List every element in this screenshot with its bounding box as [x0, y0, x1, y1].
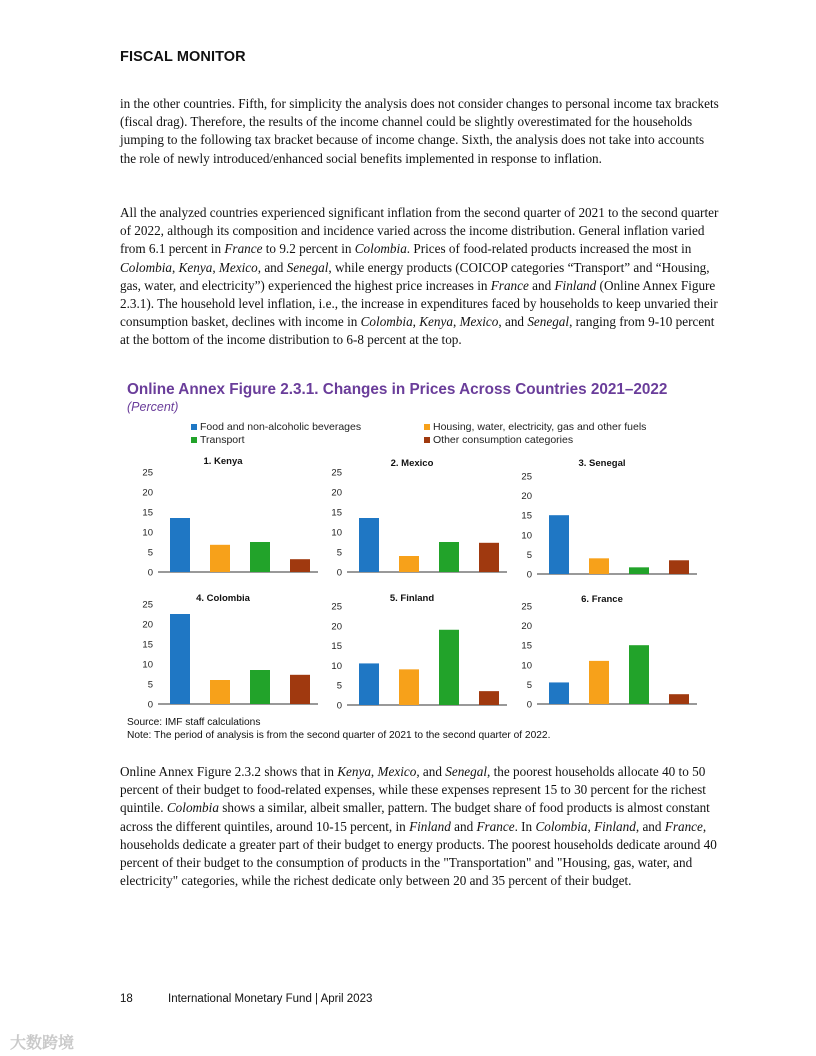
- italic-term: Colombia: [120, 259, 173, 275]
- legend-label-transport: Transport: [200, 434, 245, 446]
- italic-term: Colombia: [166, 800, 219, 816]
- italic-term: Senegal: [527, 314, 570, 330]
- y-tick-label: 20: [521, 621, 532, 633]
- y-tick-label: 0: [526, 699, 532, 711]
- figure-note: Note: The period of analysis is from the second quarter of 2021 to the second quarter of 2022.: [127, 730, 551, 741]
- y-tick-label: 15: [521, 510, 532, 522]
- y-tick-label: 10: [521, 530, 532, 542]
- y-tick-label: 20: [331, 621, 342, 633]
- legend-label-other: Other consumption categories: [433, 434, 574, 446]
- italic-term: France: [476, 818, 515, 834]
- bar: [359, 663, 379, 705]
- y-tick-label: 10: [331, 660, 342, 672]
- y-tick-label: 25: [331, 467, 342, 479]
- y-tick-label: 0: [526, 569, 532, 581]
- figure-source: Source: IMF staff calculations: [127, 717, 261, 728]
- y-tick-label: 15: [521, 640, 532, 652]
- italic-term: France: [224, 241, 263, 257]
- y-tick-label: 10: [142, 659, 153, 671]
- figure-subtitle: (Percent): [127, 400, 179, 414]
- italic-term: Finland: [409, 818, 451, 834]
- y-tick-label: 20: [142, 487, 153, 499]
- y-tick-label: 25: [521, 471, 532, 483]
- italic-term: France: [490, 277, 529, 293]
- y-tick-label: 10: [521, 660, 532, 672]
- bar: [589, 558, 609, 574]
- italic-term: Mexico: [218, 259, 258, 275]
- watermark: 大数跨境: [10, 1033, 75, 1052]
- italic-term: Kenya: [419, 314, 453, 330]
- chart-title: 4. Colombia: [196, 593, 250, 604]
- chart-title: 3. Senegal: [578, 458, 626, 469]
- chart-title: 5. Finland: [389, 593, 435, 604]
- y-tick-label: 25: [142, 599, 153, 611]
- bar: [589, 661, 609, 704]
- y-tick-label: 5: [336, 547, 342, 559]
- publication-name: International Monetary Fund | April 2023: [168, 993, 373, 1005]
- y-tick-label: 15: [331, 507, 342, 519]
- paragraph-3: Online Annex Figure 2.3.2 shows that in Kenya, Mexico, and Senegal, the poorest households allocate 40 to 50 percent of their budget to food-related expenses, while these expenses represent 15 to 30 percent for the richest quintile. Colombia shows a similar, albeit smaller, pattern. The budget share of food products is almost constant across the different quintiles, around 10-15 percent, in Finland and France. In Colombia, Finland, and France, households dedicate a greater part of their budget to energy products. The poorest households dedicate around 40 percent of their budget to the consumption of products in the "Transportation" and "Housing, gas, water, and electricity" categories, while the richest dedicate only between 20 and 35 percent of their budget.: [120, 764, 717, 889]
- y-tick-label: 10: [142, 527, 153, 539]
- page-number: 18: [120, 993, 133, 1005]
- y-tick-label: 20: [142, 619, 153, 631]
- y-tick-label: 0: [336, 567, 342, 579]
- bar: [210, 680, 230, 704]
- running-header: FISCAL MONITOR: [120, 49, 246, 65]
- italic-term: France: [664, 818, 703, 834]
- figure-title: Online Annex Figure 2.3.1. Changes in Prices Across Countries 2021–2022: [127, 381, 668, 398]
- y-tick-label: 5: [147, 547, 153, 559]
- legend-label-housing: Housing, water, electricity, gas and other fuels: [433, 421, 647, 433]
- italic-term: Kenya: [337, 764, 371, 779]
- chart-title: 2. Mexico: [390, 458, 434, 469]
- y-tick-label: 5: [336, 680, 342, 692]
- y-tick-label: 15: [331, 641, 342, 653]
- italic-term: Senegal: [445, 764, 488, 779]
- y-tick-label: 5: [526, 679, 532, 691]
- y-tick-label: 15: [142, 639, 153, 651]
- italic-term: Finland: [554, 277, 597, 293]
- bar: [549, 515, 569, 574]
- bar: [210, 545, 230, 572]
- bar: [629, 645, 649, 704]
- y-tick-label: 20: [521, 491, 532, 503]
- chart-title: 6. France: [581, 594, 623, 605]
- bar: [170, 518, 190, 572]
- bar: [479, 691, 499, 705]
- y-tick-label: 0: [147, 699, 153, 711]
- italic-term: Colombia: [360, 314, 413, 330]
- y-tick-label: 25: [521, 601, 532, 613]
- chart-title: 1. Kenya: [203, 456, 243, 467]
- bar: [549, 682, 569, 704]
- italic-term: Mexico: [377, 764, 417, 779]
- y-tick-label: 5: [147, 679, 153, 691]
- bar: [399, 669, 419, 705]
- bar: [439, 630, 459, 705]
- y-tick-label: 20: [331, 487, 342, 499]
- italic-term: Mexico: [459, 314, 499, 330]
- bar: [250, 542, 270, 572]
- bar: [669, 694, 689, 704]
- italic-term: Colombia: [354, 241, 407, 257]
- y-tick-label: 10: [331, 527, 342, 539]
- y-tick-label: 15: [142, 507, 153, 519]
- legend-label-food: Food and non-alcoholic beverages: [200, 421, 362, 433]
- bar: [250, 670, 270, 704]
- paragraph-2: All the analyzed countries experienced significant inflation from the second quarter of 2021 to the second quarter of 2022, although its composition and incidence varied across the income distribution. General inflation varied from 6.1 percent in France to 9.2 percent in Colombia. Prices of food-related products increased the most in Colombia, Kenya, Mexico, and Senegal, while energy products (COICOP categories “Transport” and “Housing, gas, water, and electricity”) experienced the highest price increases in France and Finland (Online Annex Figure 2.3.1). The household level inflation, i.e., the increase in expenditures faced by households to keep unvaried their consumption basket, declines with income in Colombia, Kenya, Mexico, and Senegal, ranging from 9-10 percent at the bottom of the income distribution to 6-8 percent at the top.: [120, 205, 719, 348]
- y-tick-label: 25: [331, 601, 342, 613]
- bar: [399, 556, 419, 572]
- y-tick-label: 5: [526, 549, 532, 561]
- bar: [479, 543, 499, 572]
- italic-term: Kenya: [178, 259, 213, 275]
- y-tick-label: 25: [142, 467, 153, 479]
- italic-term: Senegal: [286, 259, 329, 275]
- bar: [170, 614, 190, 704]
- bar: [629, 567, 649, 574]
- paragraph-1: in the other countries. Fifth, for simplicity the analysis does not consider changes to personal income tax brackets (fiscal drag). Therefore, the results of the income channel could be slightly overestimated for the households jumping to the following tax bracket because of income change. Sixth, the analysis does not take into accounts the role of newly introduced/enhanced social benefits implemented in response to inflation.: [120, 96, 719, 166]
- bar: [359, 518, 379, 572]
- y-tick-label: 0: [147, 567, 153, 579]
- y-tick-label: 0: [336, 700, 342, 712]
- bar: [290, 559, 310, 572]
- bar: [669, 560, 689, 574]
- bar: [290, 675, 310, 704]
- italic-term: Colombia: [535, 818, 588, 834]
- italic-term: Finland: [594, 818, 636, 834]
- bar: [439, 542, 459, 572]
